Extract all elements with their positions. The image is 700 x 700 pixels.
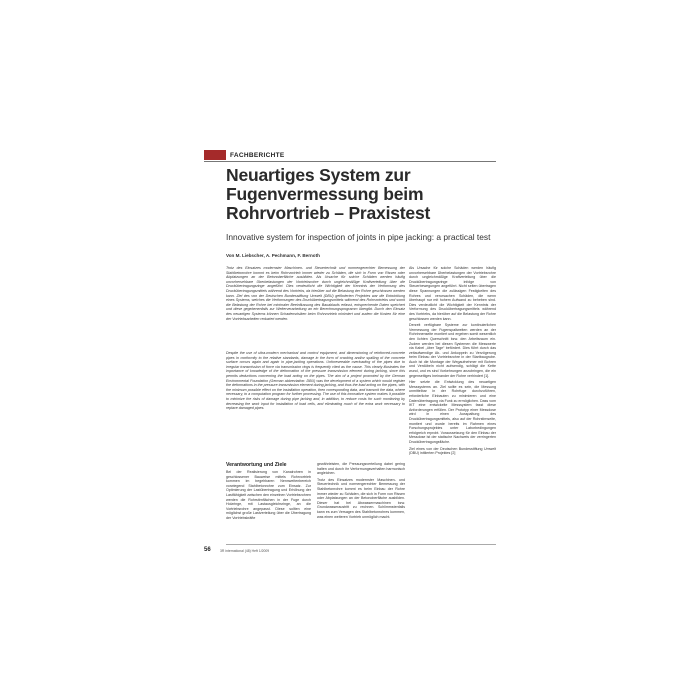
paragraph: Derzeit verfügbare Systeme zur kontinuierlichen Vermessung der Fugenspaltweiten werden an der Rohrinnenseite montiert und ergeben somit wesentlich den lichten Querschnitt bzw. den Arbeitsraum ein. Zudem werden bei diesen Systemen die Messwerte via Kabel „über Tage“ befördert. Dies führt durch das zeitaufwendige Ab- und Ankoppeln zu Verzögerung beim Einbau der Vortriebsrohre in der Startbaugrube. Auch ist die Montage der Wegaufnehmer mit Bohren und Verdübeln nicht aufwendig, schlägt die Kette wund, und es sind Vorkehrungen anzubringen, die ein gegenseitiges Ineinander der Rohre verhindert [1].: [409, 323, 496, 378]
paragraph: Trotz des Einsatzes modernster Maschinen- und Steuertechnik und normengerechter Bemessung der Stahlbetonrohre kommt es beim Einbau der Rohre immer wieder zu Schäden, die sich in Form von Rissen oder Abplatzungen an der Betonoberfläche ausbilden. Dieser hat bei Abwassermaschinen bzw. Grundwasseraustritt zu rechnen. Schlimmstenfalls kann es zum Versagen des Stahlbetonrohres kommen, was einen weiteren Vortrieb unmöglich macht.: [317, 477, 405, 519]
body-column-2: [317, 462, 405, 538]
section-heading: Verantwortung und Ziele: [226, 462, 287, 468]
abstract-german: Trotz des Einsatzes modernster Maschinen- und Steuertechnik und normengerechter Bemessung der Stahlbetonrohre kommt es beim Rohrvortrieb immer wieder zu Schäden, die sich in Form von Rissen oder Abplatzungen an der Betonoberfläche ausbilden. Als Ursache für solche Schäden werden häufig unvorhersehbare Überbelastungen der Vortriebsrohre durch ungleichmäßige Kraftverteilung über die Druckübertragungsringe angeführt. Dies verdeutlicht die Wichtigkeit der Kenntnis der Verformung des Druckübertragungsmittels während des Vortriebs, da hierüber auf die Belastung der Rohre geschlossen werden kann. Ziel des von der Deutschen Bundesstiftung Umwelt (DBU) geförderten Projektes war die Entwicklung eines Systems, welches die Verformungen des Druckübertragungsmittels während des Rohrvortriebs und somit die Belastung der Rohre bei minimaler Beeinflussung des Bauablaufs erfasst, entsprechende Daten speichert und diese gegebenenfalls zur Weiterverarbeitung an ein Berechnungsprogramm übergibt. Durch den Einsatz des neuartigen Systems können Schadensrisiken beim Rohrvortrieb minimiert und zudem die Kosten für eine der Vortriebsarbeiten reduziert werden.: [226, 266, 405, 321]
body-column-1: Bei der Realisierung von Kanalrohren in geschlossener Bauweise mittels Rohrvortrieb kommen im begehbaren Nennweitenbereich vorwiegend Stahlbetonrohre zum Einsatz. Zur Optimierung der Lastübertragung und Erhöhung der Lastfähigkeit zwischen den einzelnen Vortriebsrohren werden die Rohrstirnflächen in der Fuge durch Holzringe, mit Lastausgleichsringe, an die Vortriebsrohre angepasst. Diese sollten eine möglichst große Lastverteilung über die Übertragung der Vortriebskräfte: [226, 470, 311, 520]
article-title: Neuartiges System zur Fugenvermessung beim Rohrvortrieb – Praxistest: [226, 165, 431, 223]
footer-rule: [226, 544, 496, 545]
paragraph: gewährleisten, die Pressungsverteilung dabei gering halten und durch ihr Verformungsverhalten harmonisch angleichen.: [317, 462, 405, 476]
header-rule: [204, 161, 496, 162]
article-authors: Von M. Liebscher, A. Pechmann, F. Bernoth: [226, 253, 320, 258]
footer-source: 3R international (48) Heft 1/2009: [220, 548, 270, 553]
right-column: [409, 266, 496, 538]
article-subtitle: Innovative system for inspection of joints in pipe jacking: a practical test: [226, 232, 491, 242]
paragraph: Als Ursache für solche Schäden werden häufig unvorhersehbare Überbelastungen der Vortriebsrohre durch ungleichmäßige Kraftverteilung über die Druckübertragungsringe infolge von Steuerbewegungen angeführt. Nicht selten übertragen diese Spannungen die zulässigen Festigkeiten des Rohres und verursachen Schäden, die wenn überhaupt nur mit hohem Aufwand zu beheben sind. Dies verdeutlicht die Wichtigkeit der Kenntnis der Verformung des Druckübertragungsmittels während des Vortriebs, da hierüber auf die Belastung der Rohre geschlossen werden kann.: [409, 266, 496, 321]
article-page: [204, 146, 496, 553]
section-bar: [204, 150, 285, 160]
section-label: FACHBERICHTE: [230, 151, 285, 159]
paragraph: Ziel eines von der Deutschen Bundesstiftung Umwelt (DBU) initiierten Projektes [2]: [409, 446, 496, 456]
section-color-mark: [204, 150, 226, 160]
abstract-english: Despite the use of ultra-modern mechanical and control equipment, and dimensioning of reinforced-concrete pipes in conformity to the relative standards, damage in the form of cracking and/or spalling of the concrete surface occurs again and again in pipe-jacking operations. Unforeseeable overloading of the pipes due to irregular transmission of force via transmission rings is frequently cited as the cause. This clearly illustrates the importance of knowledge of the deformation of the pressure transmission element during jacking, since this permits deductions concerning the load acting on the pipes. The aim of a project promoted by the German Environmental Foundation (German abbreviation: DBU) was the development of a system which would register the deformations in the pressure transmission element during jacking, and thus the load acting on the pipes, with the minimum possible effect on the installation operation, then corresponding data, and transmit the data, where necessary, to a computation program for further processing. The use of this innovative system makes it possible to minimize the risks of damage during pipe jacking and, in addition, to reduce costs for such monitoring by decreasing the work input for installation of load cells, and eliminating much of the extra work necessary to replace damaged pipes.: [226, 351, 405, 411]
page-number: 56: [204, 547, 211, 553]
paragraph: Hier setzte die Entwicklung des neuartigen Messsystems an. Ziel sollte es sein, die Messung unmittelbar in der Rohrfuge durchzuführen, erforderliche Einbauten zu minimieren und eine Datenübertragung via Funk zu ermöglichen. Dass vom IKT eine entwickelte Messsystem fasst diese Anforderungen erfüllen. Der Prototyp einer Messdose wird in einen Ausspaltung des Druckübertragungsmittels, also auf der Rohrstirnseite, montiert und wurde bereits im Rahmen eines Forschungsprojektes unter Laborbedingungen erfolgreich erprobt. Voraussetzung für den Einbau der Messdose ist der statische Nachweis der verringerten Druckübertragungsfläche.: [409, 380, 496, 444]
